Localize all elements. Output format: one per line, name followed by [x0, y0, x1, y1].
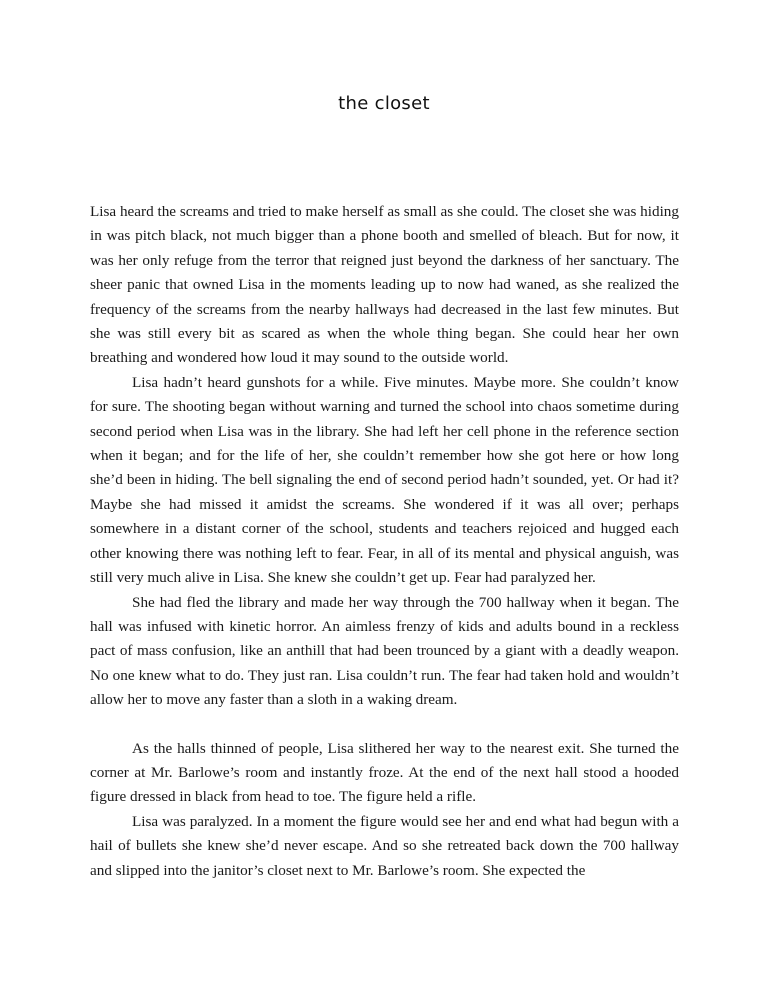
paragraph-4: As the halls thinned of people, Lisa slithered her way to the nearest exit. She turned the corner at Mr. Barlowe’s room and instantly froze. At the end of the next hall stood a hooded figure dressed in black from head to toe. The figure held a rifle.	[90, 739, 679, 806]
paragraph-3: She had fled the library and made her way through the 700 hallway when it began. The hall was infused with kinetic horror. An aimless frenzy of kids and adults bound in a reckless pact of mass confusion, like an anthill that had been trounced by a giant with a deadly weapon. No one knew what to do. They just ran. Lisa couldn’t run. The fear had taken hold and wouldn’t allow her to move any faster than a sloth in a waking dream.	[90, 593, 679, 709]
paragraph-5: Lisa was paralyzed. In a moment the figure would see her and end what had begun with a hail of bullets she knew she’d never escape. And so she retreated back down the 700 hallway and slipped into the janitor’s closet next to Mr. Barlowe’s room. She expected the	[90, 812, 679, 879]
paragraph-2: Lisa hadn’t heard gunshots for a while. Five minutes. Maybe more. She couldn’t know for sure. The shooting began without warning and turned the school into chaos sometime during second period when Lisa was in the library. She had left her cell phone in the reference section when it began; and for the life of her, she couldn’t remember how she got here or how long she’d been in hiding. The bell signaling the end of second period hadn’t sounded, yet. Or had it? Maybe she had missed it amidst the screams. She wondered if it was all over; perhaps somewhere in a distant corner of the school, students and teachers rejoiced and hugged each other knowing there was nothing left to fear. Fear, in all of its mental and physical anguish, was still very much alive in Lisa. She knew she couldn’t get up. Fear had paralyzed her.	[90, 373, 679, 587]
page-title: the closet	[338, 93, 430, 114]
body-text	[90, 200, 679, 883]
paragraph-1: Lisa heard the screams and tried to make herself as small as she could. The closet she was hiding in was pitch black, not much bigger than a phone booth and smelled of bleach. But for now, it was her only refuge from the terror that reigned just beyond the darkness of her sanctuary. The sheer panic that owned Lisa in the moments leading up to now had waned, as she realized the frequency of the screams from the nearby hallways had decreased in the last few minutes. But she was still every bit as scared as when the whole thing began. She could hear her own breathing and wondered how loud it may sound to the outside world.	[90, 203, 679, 367]
